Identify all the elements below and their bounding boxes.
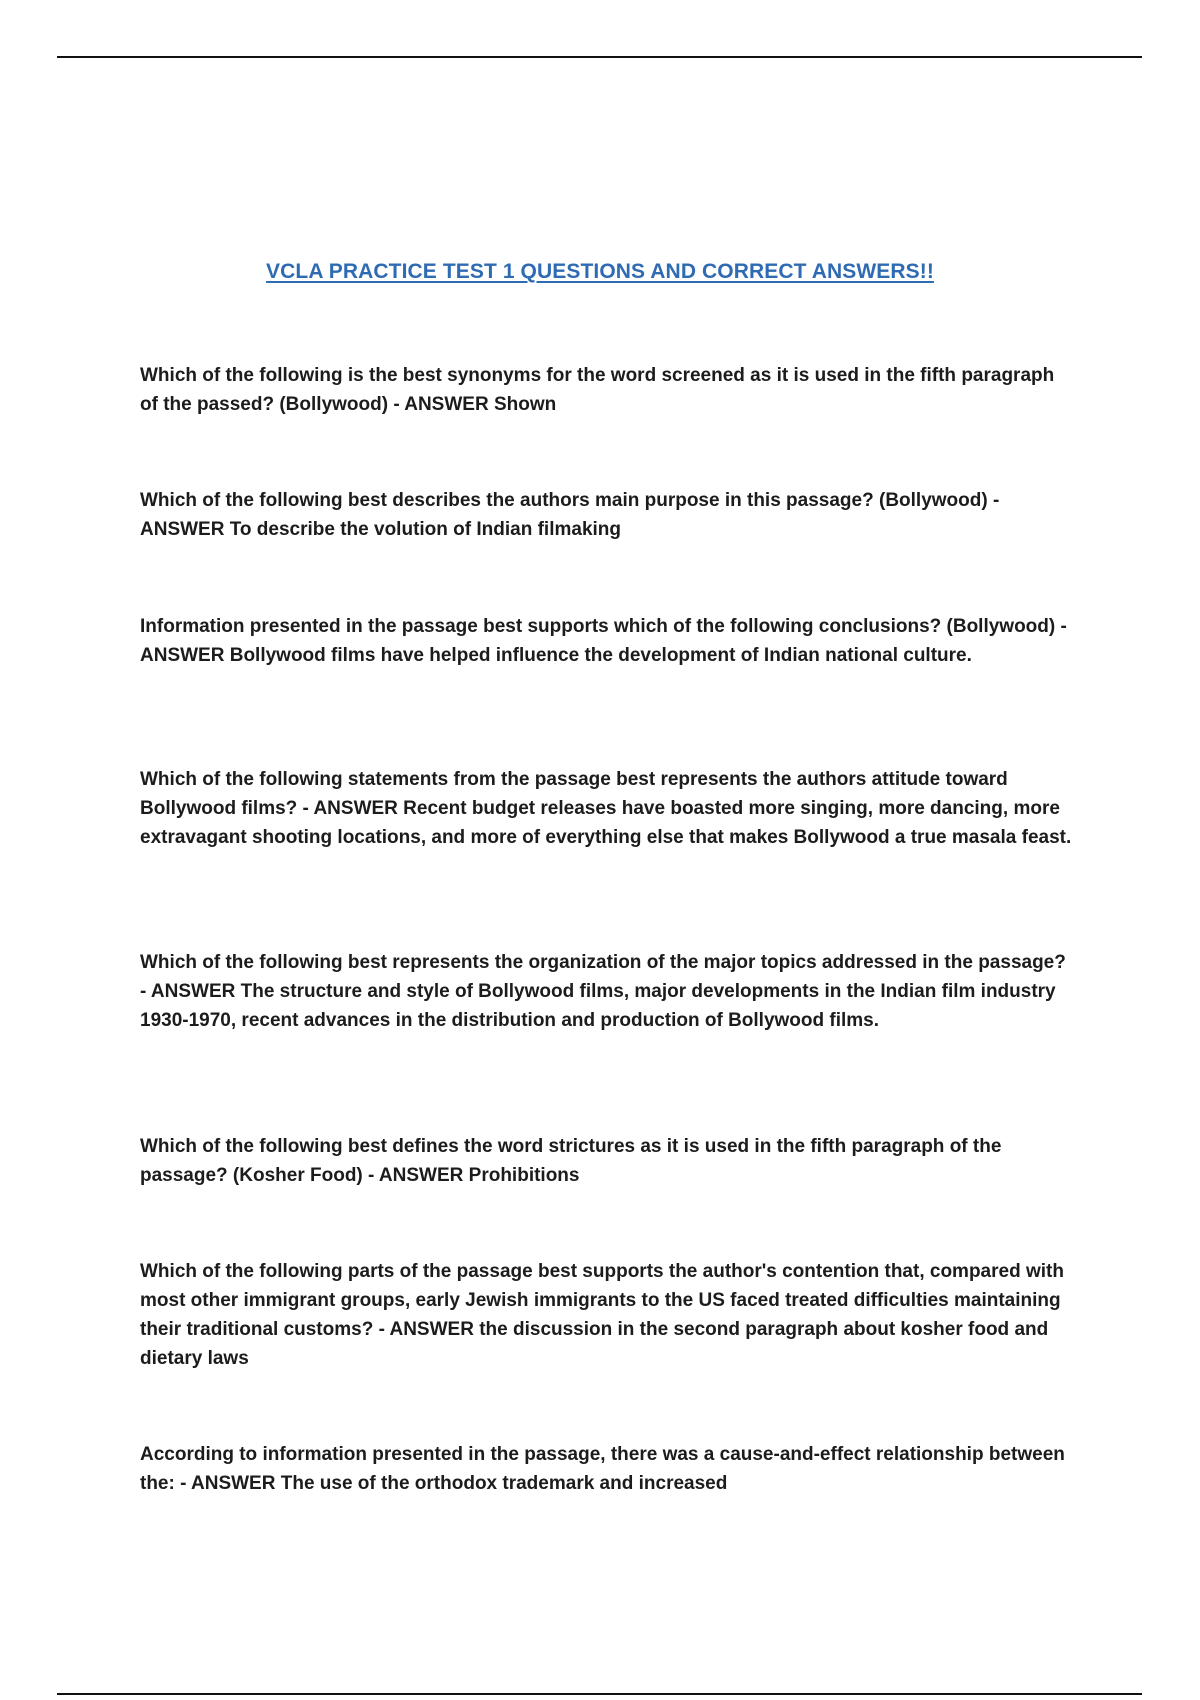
qa-item-5: Which of the following best represents the organization of the major topics addressed in the passage? - ANSWER The structure and style of Bollywood films, major developments in the Indian film industry 1930-1970, recent advances in the distribution and production of Bollywood films.	[140, 952, 1066, 1031]
qa-item-8: According to information presented in the passage, there was a cause-and-effect relationship between the: - ANSWER The use of the orthodox trademark and increased	[140, 1444, 1065, 1494]
qa-item-6: Which of the following best defines the word strictures as it is used in the fifth paragraph of the passage? (Kosher Food) - ANSWER Prohibitions	[140, 1136, 1002, 1186]
bottom-rule	[57, 1693, 1142, 1695]
qa-item-3: Information presented in the passage best supports which of the following conclusions? (Bollywood) - ANSWER Bollywood films have helped influence the development of Indian national culture.	[140, 616, 1067, 666]
top-rule	[57, 56, 1142, 58]
qa-item-4: Which of the following statements from the passage best represents the authors attitude toward Bollywood films? - ANSWER Recent budget releases have boasted more singing, more dancing, more extravagant shooting locations, and more of everything else that makes Bollywood a true masala feast.	[140, 769, 1072, 848]
document-title: VCLA PRACTICE TEST 1 QUESTIONS AND CORRECT ANSWERS!!	[266, 260, 934, 283]
qa-item-1: Which of the following is the best synonyms for the word screened as it is used in the fifth paragraph of the passed? (Bollywood) - ANSWER Shown	[140, 365, 1055, 415]
qa-item-2: Which of the following best describes the authors main purpose in this passage? (Bollywood) - ANSWER To describe the volution of Indian filmaking	[140, 490, 1000, 540]
qa-item-7: Which of the following parts of the passage best supports the author's contention that, compared with most other immigrant groups, early Jewish immigrants to the US faced treated difficulties maintaining their traditional customs? - ANSWER the discussion in the second paragraph about kosher food and dietary laws	[140, 1261, 1064, 1369]
